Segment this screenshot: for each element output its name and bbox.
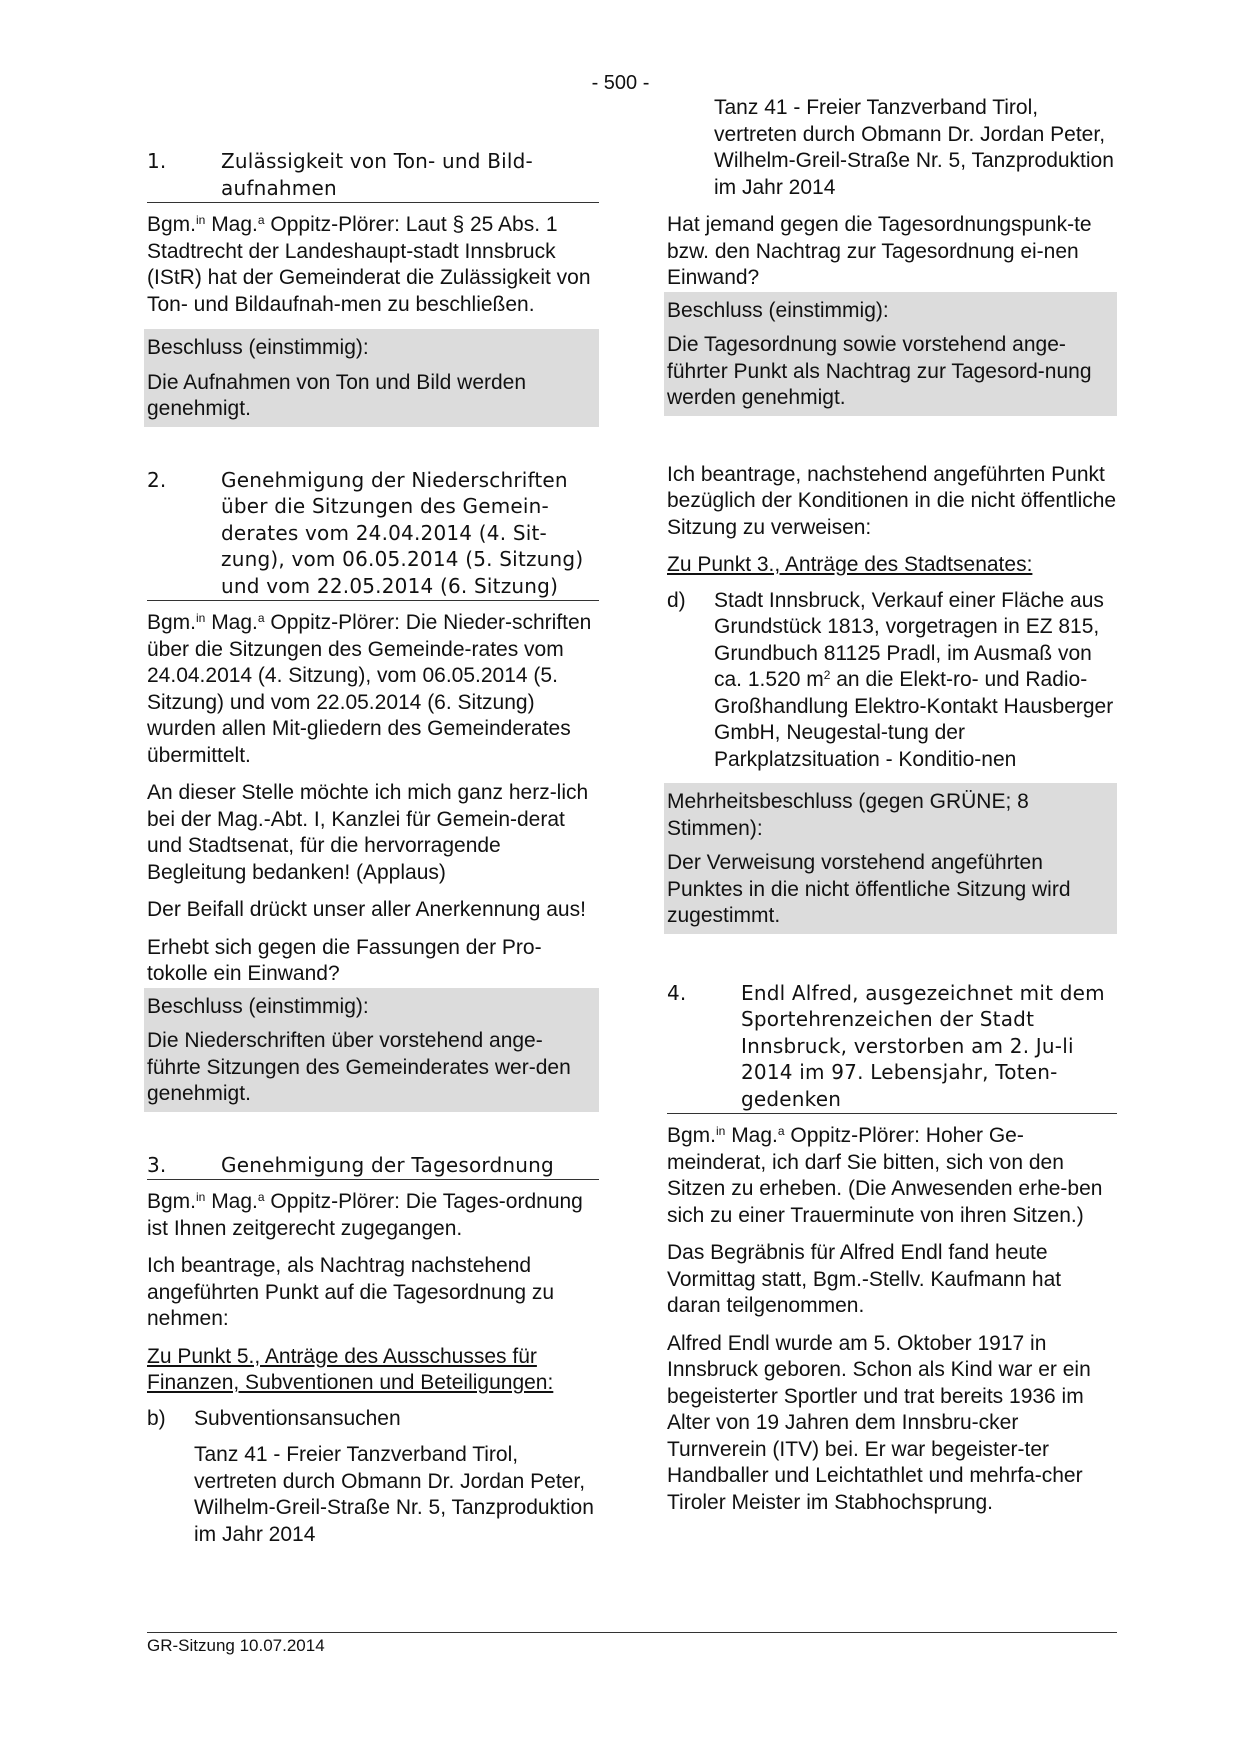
section-4-paragraph: Das Begräbnis für Alfred Endl fand heute Vormittag statt, Bgm.-Stellv. Kaufmann hat daran teilgenommen. bbox=[667, 1241, 1062, 1317]
section-3-resolution bbox=[664, 292, 1117, 416]
resolution-label: Beschluss (einstimmig): bbox=[147, 336, 369, 359]
section-1-resolution bbox=[144, 329, 599, 427]
section-2-number: 2. bbox=[147, 467, 167, 492]
resolution-text: Die Aufnahmen von Ton und Bild werden genehmigt. bbox=[147, 370, 527, 420]
section-3-question: Hat jemand gegen die Tagesordnungspunk-te bzw. den Nachtrag zur Tagesordnung ei-nen Einwand? bbox=[667, 213, 1092, 289]
speaker-title: Bgm. bbox=[147, 213, 197, 236]
speaker-name: Oppitz-Plörer: bbox=[264, 213, 400, 236]
left-column bbox=[147, 148, 599, 1546]
section-3-paragraph: Ich beantrage, als Nachtrag nachstehend angeführten Punkt auf die Tagesordnung zu nehmen: bbox=[147, 1254, 555, 1330]
section-1-speech: Bgm.$^{in}$ Mag.$^a$ Oppitz-Plörer: Laut § 25 Abs. 1 Stadtrecht der Landeshaupt-stadt Innsbruck (IStR) hat der Gemeinderat die Zulässigkeit von Ton- und Bildaufnah-men zu beschließen. bbox=[147, 213, 591, 316]
section-3-reference-2: Zu Punkt 3., Anträge des Stadtsenates: bbox=[667, 553, 1033, 576]
section-3-title: Genehmigung der Tagesordnung bbox=[221, 1152, 554, 1177]
item-text: Stadt Innsbruck, Verkauf einer Fläche aus Grundstück 1813, vorgetragen in EZ 815, Grundbuch 81125 Pradl, im Ausmaß von ca. 1.520 $m^2$ an die Elekt-ro- und Radio-Großhandlung Elektro-Kontakt Hausberger GmbH, Neugestal-tung der Parkplatzsituation - Konditio-nen bbox=[714, 588, 1114, 771]
resolution-label: Mehrheitsbeschluss (gegen GRÜNE; 8 Stimmen): bbox=[667, 790, 1029, 840]
section-2-paragraph: An dieser Stelle möchte ich mich ganz herz-lich bei der Mag.-Abt. I, Kanzlei für Gemein-derat und Stadtsenat, für die hervorragende Begleitung bedanken! (Applaus) bbox=[147, 781, 589, 884]
section-4-paragraph: Alfred Endl wurde am 5. Oktober 1917 in Innsbruck geboren. Schon als Kind war er ein begeisterter Sportler und trat bereits 1936 im Alter von 19 Jahren dem Innsbru-cker Turnverein (ITV) bei. Er war begeister-ter Handballer und Leichtathlet und mehrfa-cher Tiroler Meister im Stabhochsprung. bbox=[667, 1331, 1091, 1514]
section-2-heading bbox=[147, 467, 599, 602]
section-3-heading bbox=[147, 1152, 599, 1181]
section-2-question: Erhebt sich gegen die Fassungen der Pro-tokolle ein Einwand? bbox=[147, 935, 542, 985]
resolution-text: Der Verweisung vorstehend angeführten Punktes in die nicht öffentliche Sitzung wird zugestimmt. bbox=[667, 851, 1071, 927]
section-2-paragraph: Der Beifall drückt unser aller Anerkennung aus! bbox=[147, 898, 586, 921]
section-2-title: Genehmigung der Niederschriften über die Sitzungen des Gemein-derates vom 24.04.2014 (4. Sit-zung), vom 06.05.2014 (5. Sitzung) und vom 22.05.2014 (6. Sitzung) bbox=[221, 467, 584, 598]
item-detail-continued-wrap bbox=[667, 96, 1117, 201]
footer-rule bbox=[147, 1632, 1117, 1633]
section-4-heading bbox=[667, 980, 1117, 1115]
section-3-reference: Zu Punkt 5., Anträge des Ausschusses für Finanzen, Subventionen und Beteiligungen: bbox=[147, 1344, 554, 1394]
section-1-number: 1. bbox=[147, 149, 167, 173]
resolution-text: Die Niederschriften über vorstehend ange-führte Sitzungen des Gemeinderates wer-den genehmigt. bbox=[147, 1029, 571, 1105]
footer-text: GR-Sitzung 10.07.2014 bbox=[147, 1636, 325, 1655]
section-2-resolution bbox=[144, 988, 599, 1112]
section-4-speech: Bgm.$^{in}$ Mag.$^a$ Oppitz-Plörer: Hoher Ge-meinderat, ich darf Sie bitten, sich von den Sitzen zu erheben. (Die Anwesenden erhe-ben sich zu einer Trauerminute von ihren Sitzen.) bbox=[667, 1124, 1103, 1227]
item-label: b) bbox=[147, 1406, 166, 1430]
page-number: - 500 - bbox=[591, 72, 650, 94]
section-4-number: 4. bbox=[667, 980, 687, 1005]
item-detail-continued: Tanz 41 - Freier Tanzverband Tirol, vertreten durch Obmann Dr. Jordan Peter, Wilhelm-Greil-Straße Nr. 5, Tanzproduktion im Jahr 2014 bbox=[714, 96, 1114, 199]
section-2-speech: Bgm.$^{in}$ Mag.$^a$ Oppitz-Plörer: Die Nieder-schriften über die Sitzungen des Gemeinde-rates vom 24.04.2014 (4. Sitzung), vom 06.05.2014 (5. Sitzung) und vom 22.05.2014 (6. Sitzung) wurden allen Mit-gliedern des Gemeinderates übermittelt. bbox=[147, 611, 592, 767]
item-label: d) bbox=[667, 588, 686, 612]
section-3-paragraph: Ich beantrage, nachstehend angeführten Punkt bezüglich der Konditionen in die nicht öffentliche Sitzung zu verweisen: bbox=[667, 462, 1117, 539]
section-1-title: Zulässigkeit von Ton- und Bild-aufnahmen bbox=[221, 149, 533, 200]
section-1-heading bbox=[147, 148, 599, 203]
item-detail: Tanz 41 - Freier Tanzverband Tirol, vertreten durch Obmann Dr. Jordan Peter, Wilhelm-Greil-Straße Nr. 5, Tanzproduktion im Jahr 2014 bbox=[194, 1443, 594, 1546]
resolution-text: Die Tagesordnung sowie vorstehend ange-führter Punkt als Nachtrag zur Tagesord-nung werden genehmigt. bbox=[667, 333, 1092, 409]
resolution-label: Beschluss (einstimmig): bbox=[667, 298, 889, 322]
section-3-resolution-2 bbox=[664, 783, 1117, 934]
section-3-speech: Bgm.$^{in}$ Mag.$^a$ Oppitz-Plörer: Die Tages-ordnung ist Ihnen zeitgerecht zugegangen. bbox=[147, 1190, 583, 1240]
agenda-item-d bbox=[667, 588, 1117, 774]
section-4-title: Endl Alfred, ausgezeichnet mit dem Sportehrenzeichen der Stadt Innsbruck, verstorben am 2. Ju-li 2014 im 97. Lebensjahr, Toten-gedenken bbox=[741, 980, 1105, 1111]
right-column bbox=[667, 96, 1117, 1527]
resolution-label: Beschluss (einstimmig): bbox=[147, 994, 369, 1018]
section-3-number: 3. bbox=[147, 1152, 167, 1177]
item-text: Subventionsansuchen bbox=[194, 1406, 401, 1430]
agenda-item-b bbox=[147, 1406, 599, 1433]
